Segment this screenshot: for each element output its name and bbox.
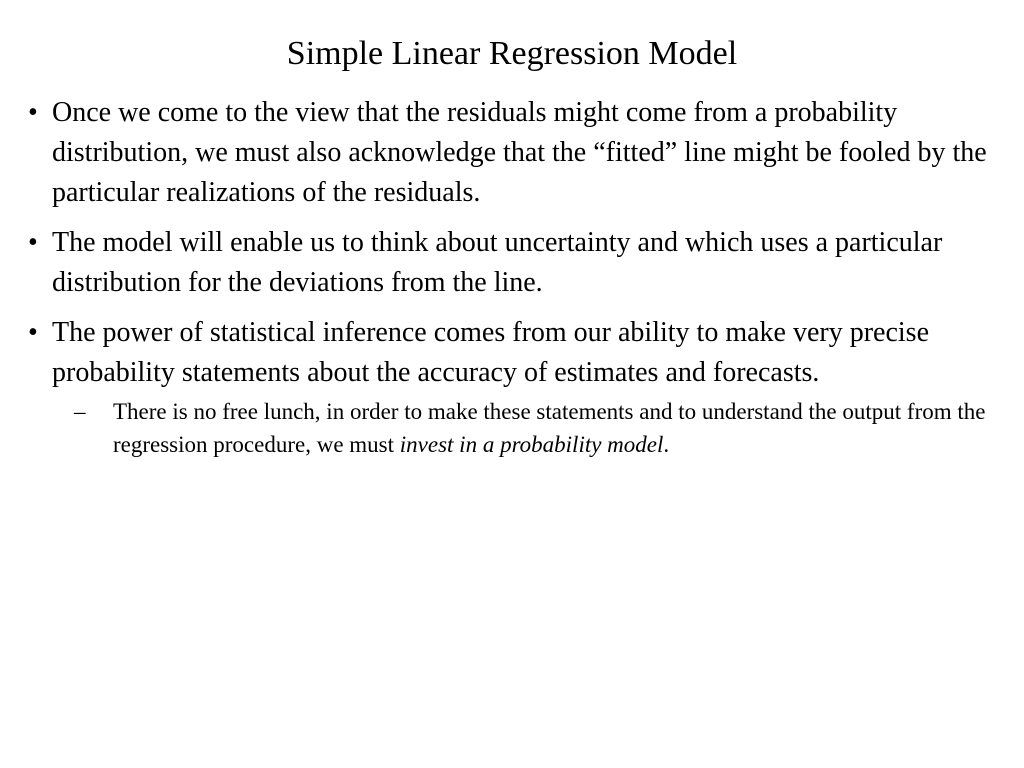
bullet-text: The power of statistical inference comes from our ability to make very precise probability statements about the accuracy of estimates and forecasts. (52, 317, 929, 388)
sub-bullet-marker: – (74, 399, 86, 424)
bullet-item (28, 313, 998, 461)
bullet-marker: • (28, 97, 38, 128)
bullet-text: The model will enable us to think about uncertainty and which uses a particular distribution for the deviations from the line. (52, 227, 943, 298)
sub-bullet-emphasis: invest in a probability model (399, 432, 664, 457)
bullet-marker: • (28, 227, 38, 258)
bullet-text: Once we come to the view that the residuals might come from a probability distribution, we must also acknowledge that the “fitted” line might be fooled by the particular realizations of the residuals. (52, 97, 987, 208)
sub-bullet-list (52, 395, 998, 461)
bullet-item (28, 223, 998, 303)
bullet-item (28, 93, 998, 213)
bullet-list (28, 93, 998, 471)
sub-bullet-text: There is no free lunch, in order to make these statements and to understand the output from the regression procedure, we must (113, 399, 986, 457)
sub-bullet-item (74, 395, 993, 461)
bullet-marker: • (28, 317, 38, 348)
sub-bullet-period: . (663, 432, 670, 457)
slide-title: Simple Linear Regression Model (286, 35, 738, 72)
